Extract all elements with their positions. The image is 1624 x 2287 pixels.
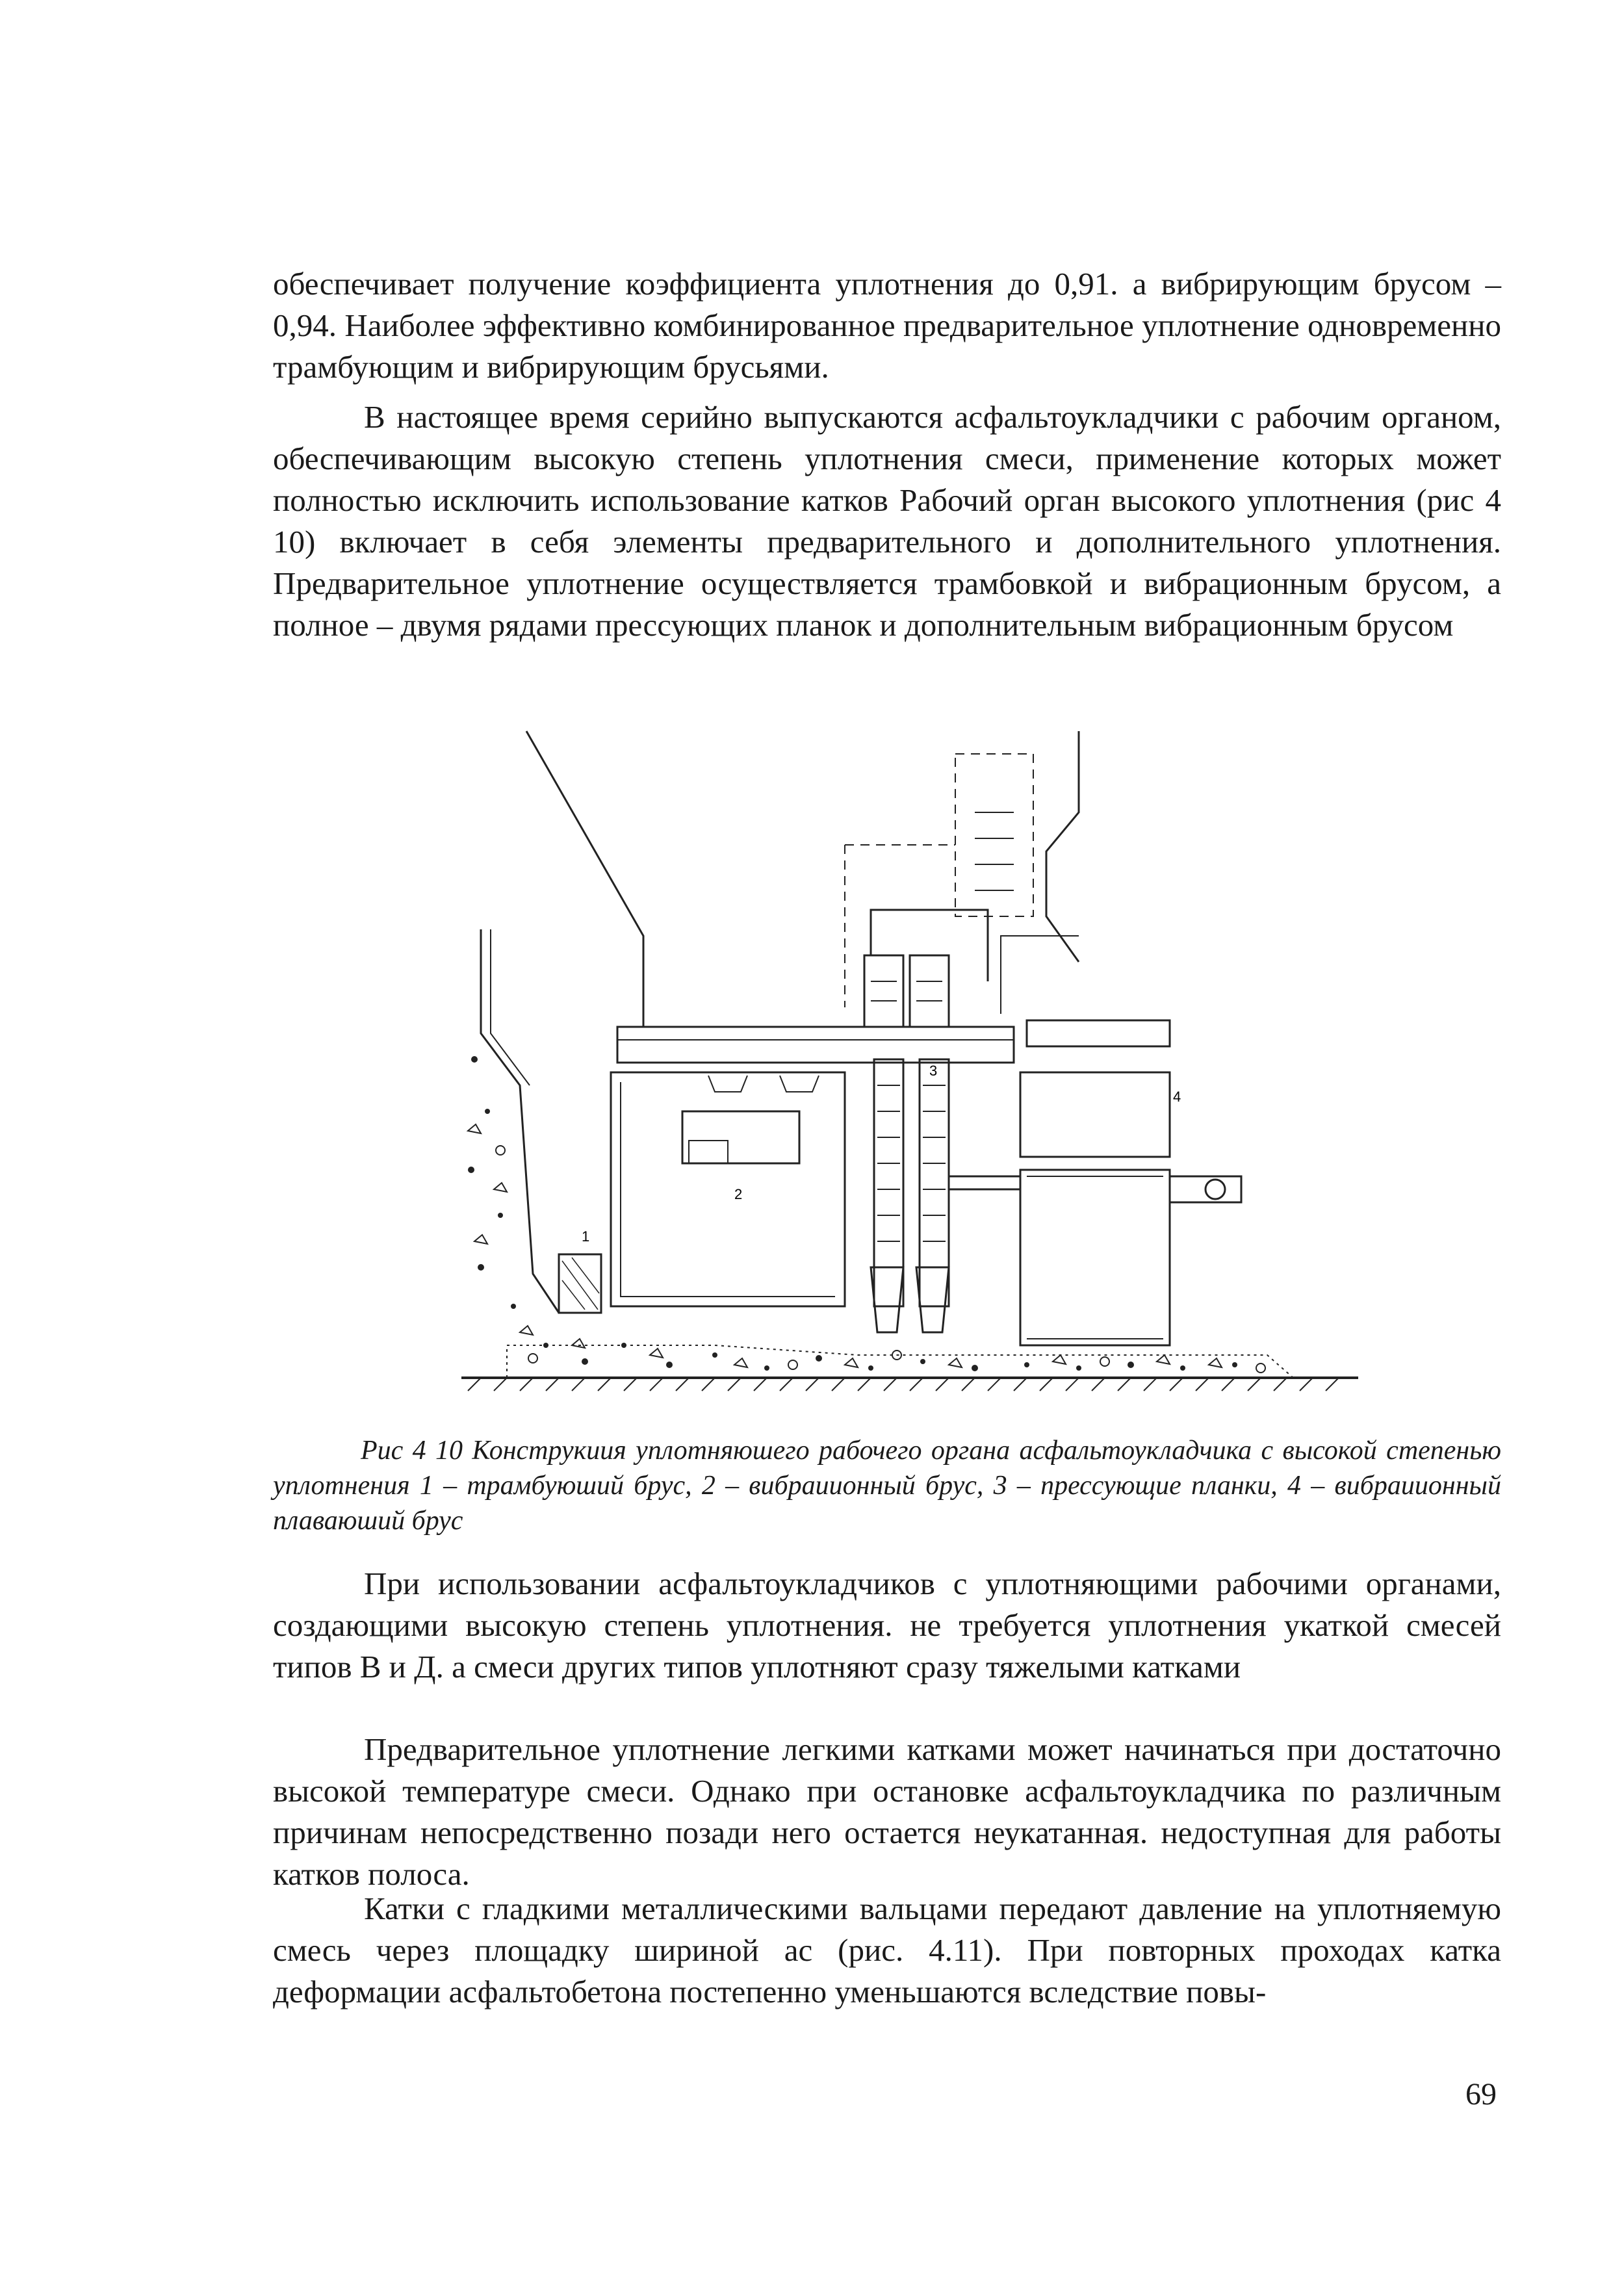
paragraph-5: Катки с гладкими металлическими вальцами передают давление на уплотняемую смесь через площадку шириной ас (рис. 4.11). При повторных проходах катка деформации асфальтобетона постепенно уменьшаются вследствие повы- [273,1891,1501,2009]
paragraph-1: обеспечивает получение коэффициента уплотнения до 0,91. а вибрирующим брусом – 0,94. Наиболее эффективно комбинированное предварительное уплотнение одновременно трамбующим и вибрирующим брусьями. [273,266,1501,385]
label-4: 4 [1173,1089,1181,1105]
figure-paver-compaction-unit [455,721,1365,1423]
paragraph-3: При использовании асфальтоукладчиков с уплотняющими рабочими органами, создающими высокую степень уплотнения. не требуется уплотнения укаткой смесей типов В и Д. а смеси других типов уплотняют сразу тяжелыми катками [273,1566,1501,1685]
vibration-beam-2 [682,1111,799,1163]
label-1: 1 [582,1228,590,1245]
auger-shield [481,929,559,1313]
floating-beam-4-top [1027,1020,1170,1046]
label-3: 3 [929,1063,938,1079]
page-number: 69 [1465,2077,1497,2112]
hopper-wall [526,731,643,1027]
pressing-plates-3 [871,1059,949,1332]
label-2: 2 [734,1186,743,1202]
frame-beam [617,1027,1014,1063]
main-housing [611,1072,845,1306]
paragraph-4: Предварительное уплотнение легкими катками может начинаться при достаточно высокой температуре смеси. Однако при остановке асфальтоукладчика по различным причинам непосредственно позади него остается неукатанная. недоступная для работы катков полоса. [273,1731,1501,1892]
technical-drawing [455,721,1365,1423]
asphalt-aggregate [468,1056,1237,1371]
paragraph-2: В настоящее время серийно выпускаются асфальтоукладчики с рабочим органом, обеспечивающим высокую степень уплотнения смеси, применение которых может полностью исключить использование катков Рабочий орган высокого уплотнения (рис 4 10) включает в себя элементы предварительного и дополнительного уплотнения. Предварительное уплотнение осуществляется трамбовкой и вибрационным брусом, а полное – двумя рядами прессующих планок и дополнительным вибрационным брусом [273,399,1501,643]
figure-caption: Рис 4 10 Конструкиия уплотняюшего рабочего органа асфальтоукладчика с высокой степенью уплотнения 1 – трамбуюший брус, 2 – вибраиионный брус, 3 – прессующие планки, 4 – вибраиионный плаваюший брус [273,1436,1501,1536]
